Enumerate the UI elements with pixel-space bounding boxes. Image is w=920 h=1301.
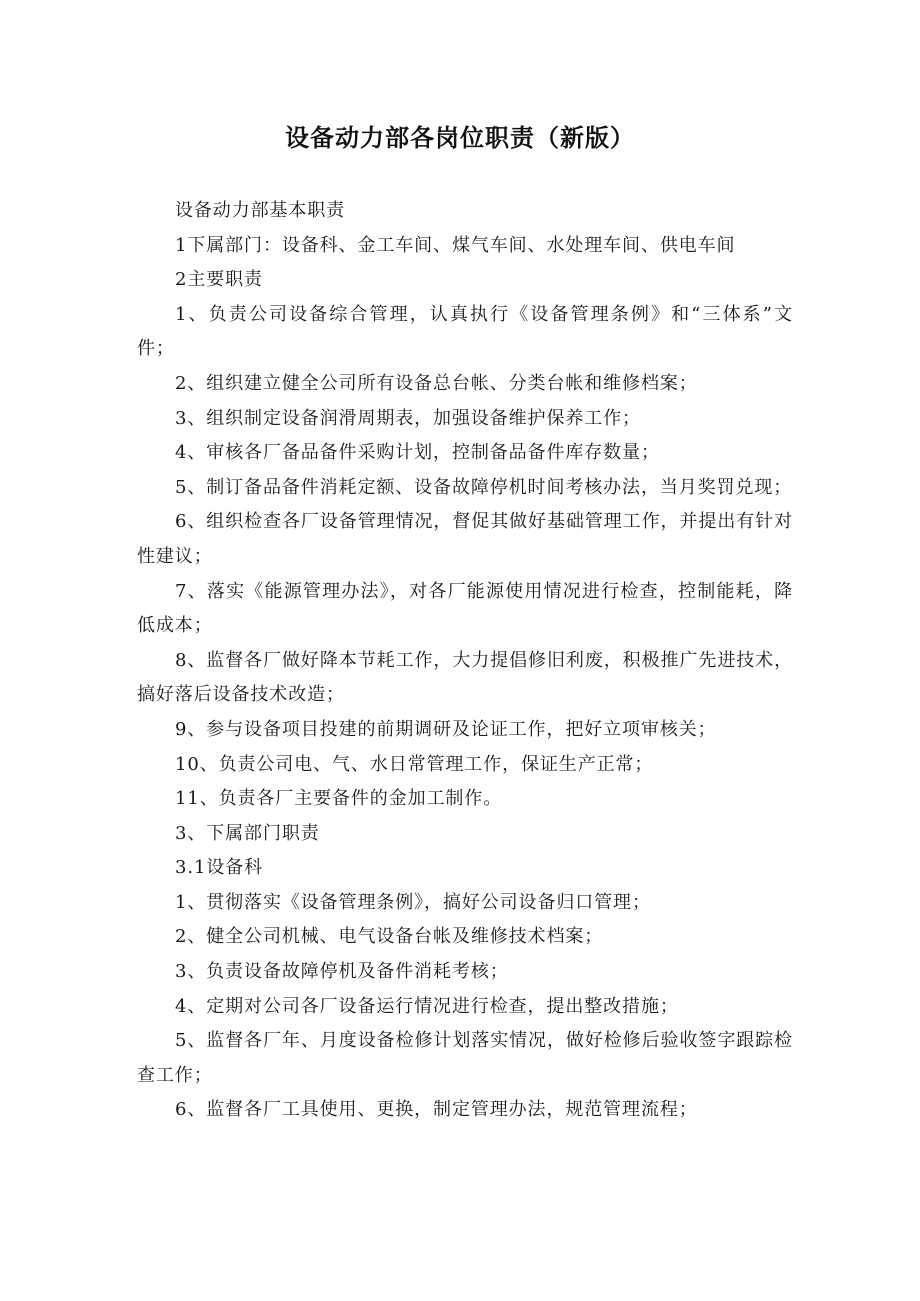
paragraph-duty-4: 4、审核各厂备品备件采购计划，控制备品备件库存数量； xyxy=(175,442,660,464)
document-body xyxy=(137,194,793,1128)
paragraph-equipment-duty-6: 6、监督各厂工具使用、更换，制定管理办法，规范管理流程； xyxy=(175,1099,698,1121)
paragraph-equipment-duty-2: 2、健全公司机械、电气设备台帐及维修技术档案； xyxy=(175,926,604,948)
paragraph-duty-1: 1、负责公司设备综合管理，认真执行《设备管理条例》和“三体系”文件； xyxy=(137,303,793,360)
paragraph-equipment-section-heading: 3.1设备科 xyxy=(175,857,264,879)
paragraph-duty-10: 10、负责公司电、气、水日常管理工作，保证生产正常； xyxy=(175,753,654,775)
paragraph-equipment-duty-5: 5、监督各厂年、月度设备检修计划落实情况，做好检修后验收签字跟踪检查工作； xyxy=(137,1030,793,1086)
paragraph-duty-2: 2、组织建立健全公司所有设备总台帐、分类台帐和维修档案； xyxy=(175,372,698,394)
paragraph-duty-9: 9、参与设备项目投建的前期调研及论证工作，把好立项审核关； xyxy=(175,718,717,740)
page-title: 设备动力部各岗位职责（新版） xyxy=(285,124,635,152)
paragraph-equipment-duty-1: 1、贯彻落实《设备管理条例》，搞好公司设备归口管理； xyxy=(175,891,651,913)
paragraph-duty-7: 7、落实《能源管理办法》，对各厂能源使用情况进行检查，控制能耗，降低成本； xyxy=(137,580,793,637)
paragraph-duty-11: 11、负责各厂主要备件的金加工制作。 xyxy=(175,788,503,810)
paragraph-subordinate-departments: 1下属部门：设备科、金工车间、煤气车间、水处理车间、供电车间 xyxy=(175,234,736,256)
paragraph-department-duties-heading: 3、下属部门职责 xyxy=(175,822,320,844)
paragraph-duty-6: 6、组织检查各厂设备管理情况，督促其做好基础管理工作，并提出有针对性建议； xyxy=(137,511,793,567)
paragraph-equipment-duty-4: 4、定期对公司各厂设备运行情况进行检查，提出整改措施； xyxy=(175,995,679,1017)
paragraph-main-duties-heading: 2主要职责 xyxy=(175,269,263,291)
paragraph-duty-8: 8、监督各厂做好降本节耗工作，大力提倡修旧利废，积极推广先进技术，搞好落后设备技术改造； xyxy=(137,649,793,706)
paragraph-duty-5: 5、制订备品备件消耗定额、设备故障停机时间考核办法，当月奖罚兑现； xyxy=(175,476,793,498)
paragraph-duty-3: 3、组织制定设备润滑周期表，加强设备维护保养工作； xyxy=(175,407,641,429)
paragraph-equipment-duty-3: 3、负责设备故障停机及备件消耗考核； xyxy=(175,961,509,983)
paragraph-section-heading: 设备动力部基本职责 xyxy=(175,200,346,221)
